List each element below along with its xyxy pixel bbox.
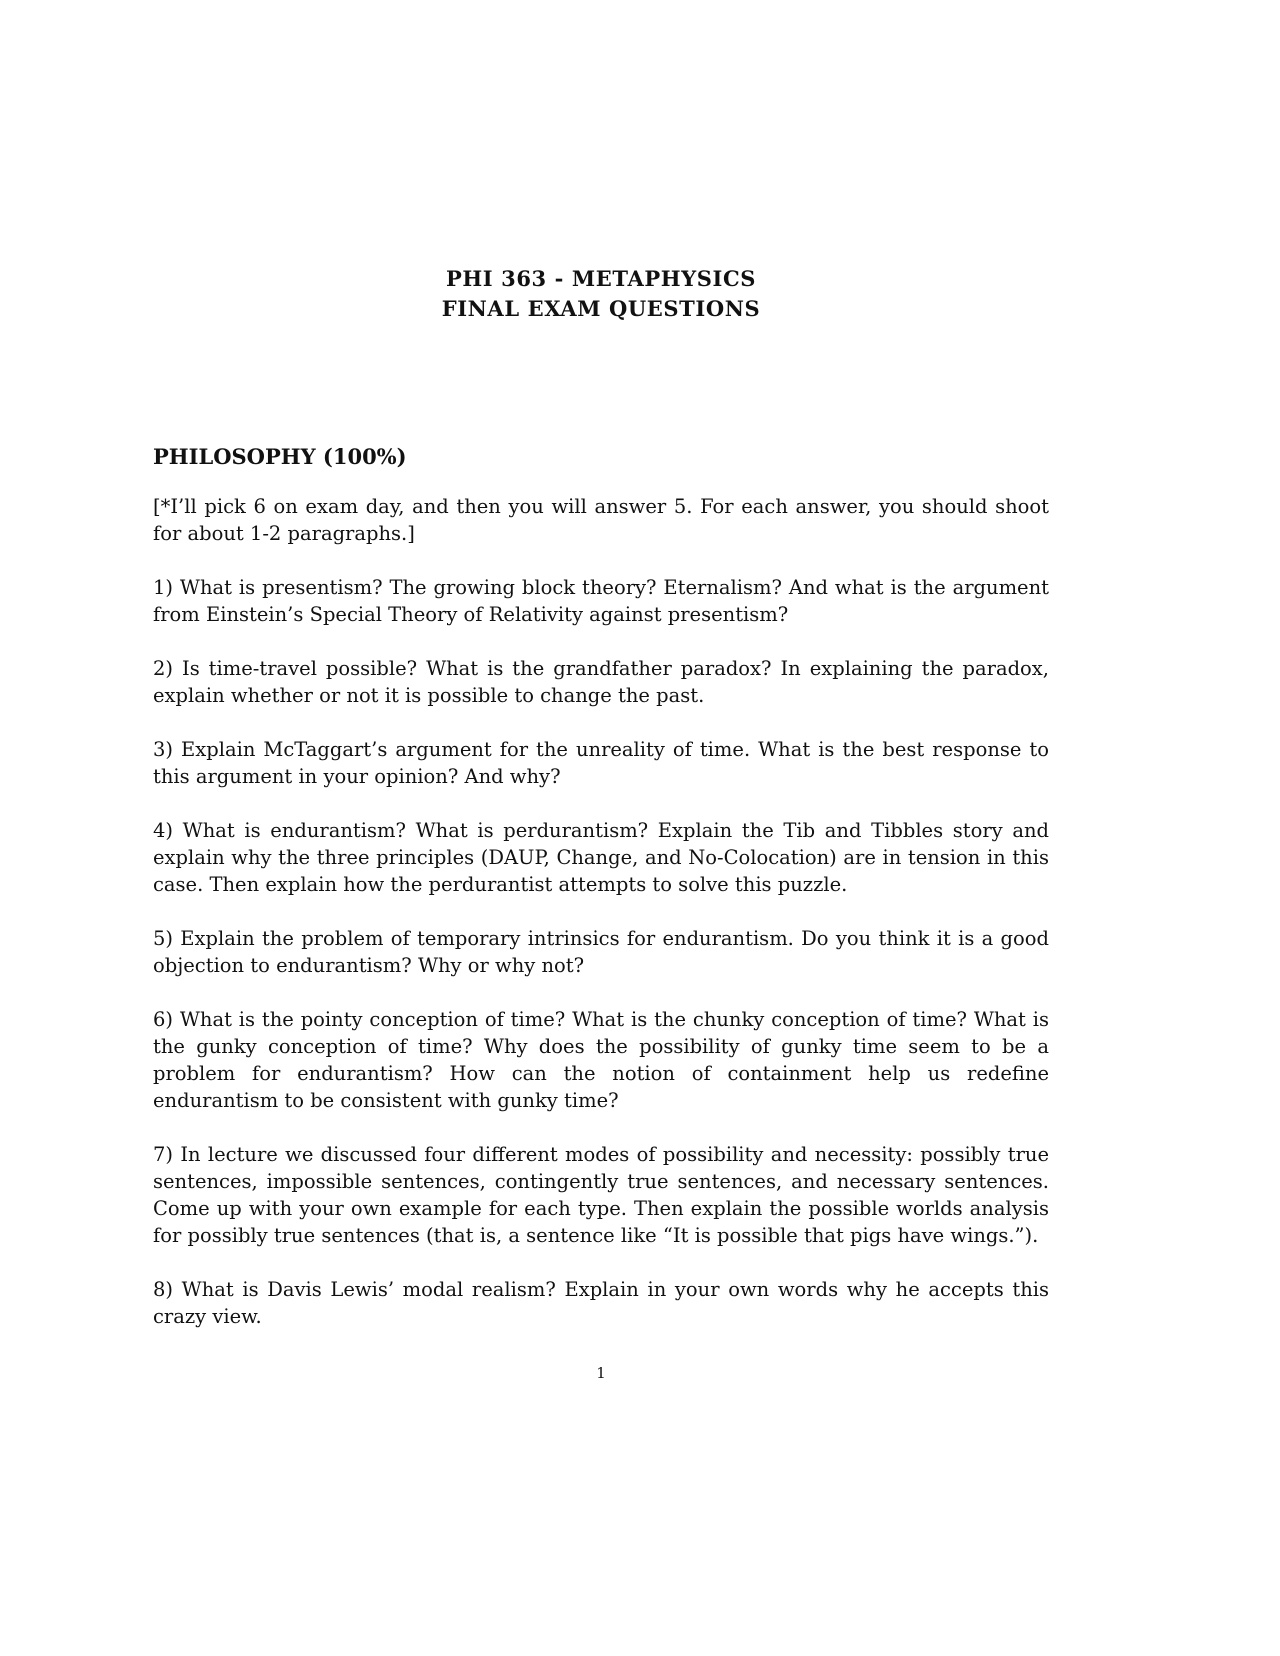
question-5: 5) Explain the problem of temporary intrinsics for endurantism. Do you think it is a good objection to endurantism? Why or why not? [153,927,1049,977]
question-7: 7) In lecture we discussed four different modes of possibility and necessity: possibly true sentences, impossible sentences, contingently true sentences, and necessary sentences. Come up with your own example for each type. Then explain the possible worlds analysis for possibly true sentences (that is, a sentence like “It is possible that pigs have wings.”). [153,1143,1049,1247]
question-4: 4) What is endurantism? What is perdurantism? Explain the Tib and Tibbles story and explain why the three principles (DAUP, Change, and No-Colocation) are in tension in this case. Then explain how the perdurantist attempts to solve this puzzle. [153,819,1049,896]
page-number: 1 [596,1364,606,1382]
course-title: PHI 363 - METAPHYSICS [445,266,757,291]
title-block [0,264,1202,324]
question-2: 2) Is time-travel possible? What is the grandfather paradox? In explaining the paradox, explain whether or not it is possible to change the past. [153,657,1049,707]
exam-content [153,443,1049,1357]
instructions-paragraph: [*I’ll pick 6 on exam day, and then you will answer 5. For each answer, you should shoot for about 1-2 paragraphs.] [153,495,1049,545]
section-heading: PHILOSOPHY (100%) [153,444,407,469]
question-6: 6) What is the pointy conception of time? What is the chunky conception of time? What is the gunky conception of time? Why does the possibility of gunky time seem to be a problem for endurantism? How can the notion of containment help us redefine endurantism to be consistent with gunky time? [153,1008,1049,1112]
document-title: FINAL EXAM QUESTIONS [441,296,761,321]
question-1: 1) What is presentism? The growing block theory? Eternalism? And what is the argument from Einstein’s Special Theory of Relativity against presentism? [153,576,1049,626]
question-3: 3) Explain McTaggart’s argument for the unreality of time. What is the best response to this argument in your opinion? And why? [153,738,1049,788]
question-8: 8) What is Davis Lewis’ modal realism? Explain in your own words why he accepts this crazy view. [153,1278,1049,1328]
